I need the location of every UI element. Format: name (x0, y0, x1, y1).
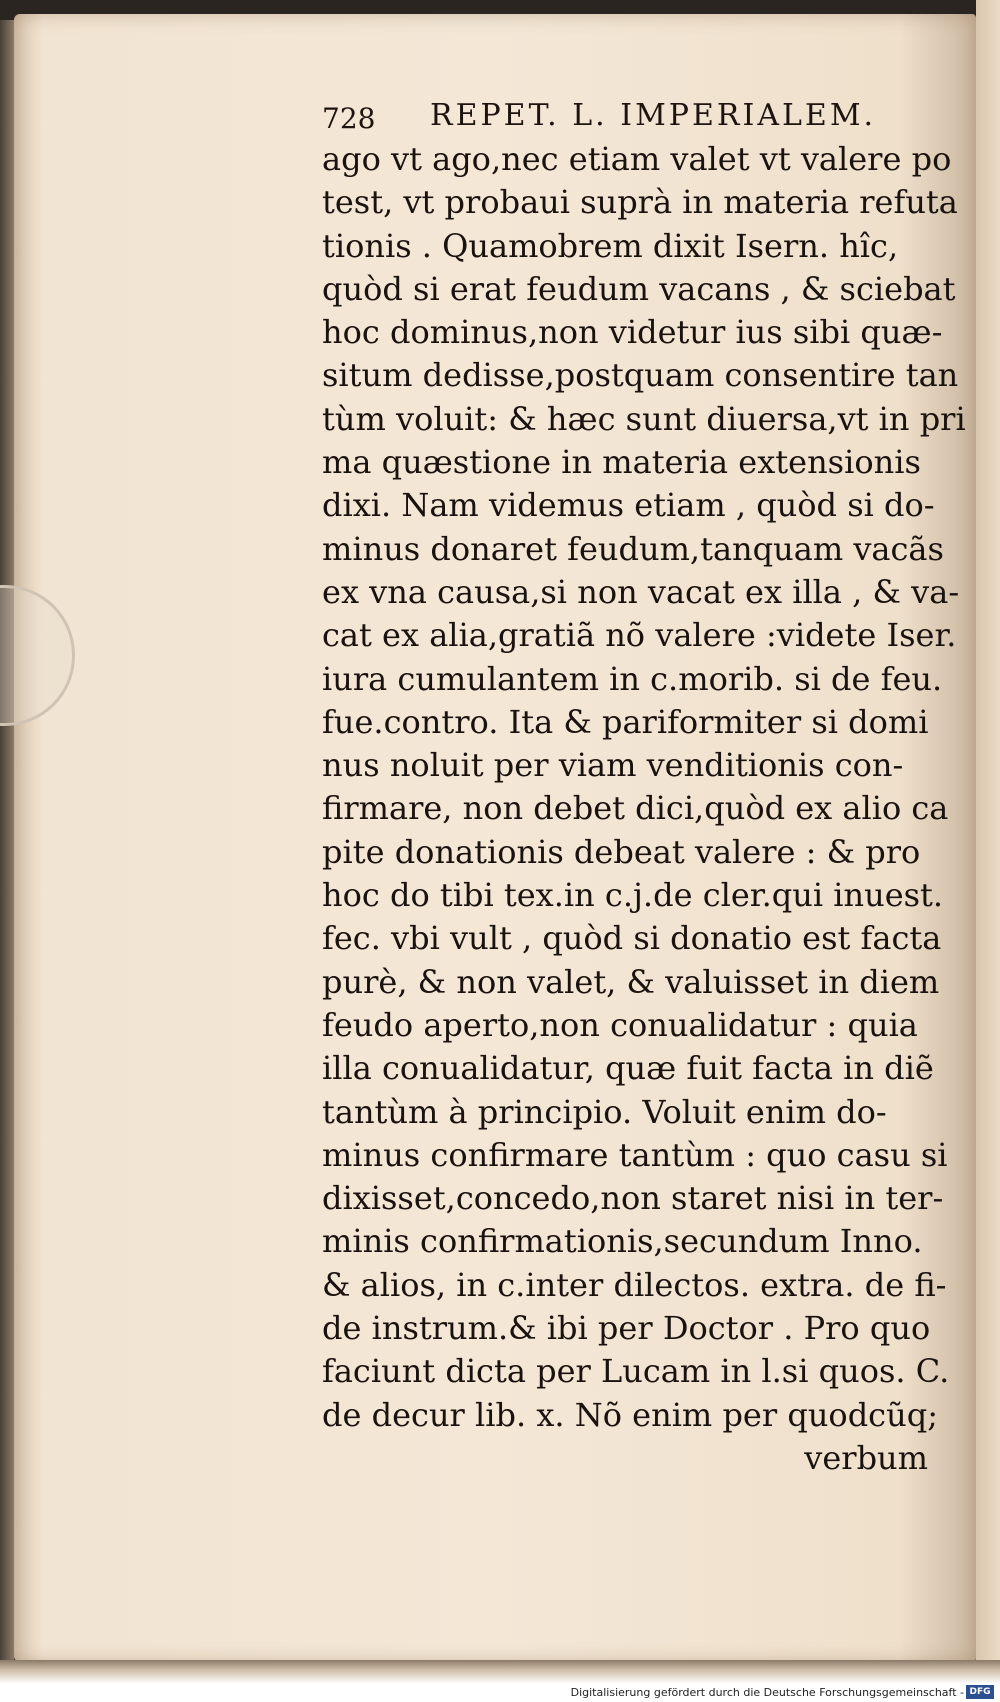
dfg-logo: DFG (966, 1685, 994, 1699)
text-line: de decur lib. x. Nõ enim per quodcũq; (322, 1395, 938, 1434)
text-line: tionis . Quamobrem dixit Isern. hîc, (322, 226, 899, 265)
text-line: fec. vbi vult , quòd si donatio est facta (322, 919, 942, 958)
text-line: minis confirmationis,secundum Inno. (322, 1222, 923, 1261)
text-line: de instrum.& ibi per Doctor . Pro quo (322, 1309, 931, 1348)
text-line: cat ex alia,gratiã nõ valere :videte Iser. (322, 616, 957, 655)
text-line: minus confirmare tantùm : quo casu si (322, 1135, 948, 1174)
text-line: dixisset,concedo,non staret nisi in ter- (322, 1179, 944, 1218)
text-line: hoc do tibi tex.in c.j.de cler.qui inuest. (322, 876, 944, 915)
text-line: & alios, in c.inter dilectos. extra. de fi- (322, 1265, 947, 1304)
bleed-through-marginalia (140, 505, 290, 625)
page-bottom-edge (0, 1660, 1000, 1684)
text-line: dixi. Nam videmus etiam , quòd si do- (322, 486, 935, 525)
text-line: quòd si erat feudum vacans , & sciebat (322, 269, 956, 308)
text-line: tùm voluit: & hæc sunt diuersa,vt in pri (322, 399, 966, 438)
text-line: tantùm à principio. Voluit enim do- (322, 1092, 887, 1131)
book-page-edges (0, 20, 14, 1660)
text-line: ago vt ago,nec etiam valet vt valere po (322, 140, 952, 178)
text-line: purè, & non valet, & valuisset in diem (322, 962, 940, 1001)
page-header (322, 96, 922, 140)
page-number: 728 (322, 102, 376, 135)
digitization-credit: Digitalisierung gefördert durch die Deutsche Forschungsgemeinschaft - (570, 1686, 964, 1699)
text-line: illa conualidatur, quæ fuit facta in diẽ (322, 1049, 934, 1088)
text-line: ma quæstione in materia extensionis (322, 443, 921, 482)
text-line: ex vna causa,si non vacat ex illa , & va- (322, 572, 960, 611)
text-line: minus donaret feudum,tanquam vacãs (322, 529, 944, 568)
text-line: test, vt probaui suprà in materia refuta (322, 183, 958, 222)
body-text (322, 138, 966, 1480)
adjacent-page-strip (976, 0, 1000, 1662)
text-line: iura cumulantem in c.morib. si de feu. (322, 659, 943, 698)
text-line: fue.contro. Ita & pariformiter si domi (322, 702, 929, 741)
catchword: verbum (804, 1438, 928, 1477)
text-line: firmare, non debet dici,quòd ex alio ca (322, 789, 949, 828)
text-line: faciunt dicta per Lucam in l.si quos. C. (322, 1352, 950, 1391)
text-line: feudo aperto,non conualidatur : quia (322, 1005, 918, 1044)
text-line: nus noluit per viam venditionis con- (322, 746, 904, 785)
text-line: situm dedisse,postquam consentire tan (322, 356, 959, 395)
text-line: hoc dominus,non videtur ius sibi quæ- (322, 313, 943, 352)
running-title: REPET. L. IMPERIALEM. (430, 98, 877, 133)
text-line: pite donationis debeat valere : & pro (322, 832, 921, 871)
